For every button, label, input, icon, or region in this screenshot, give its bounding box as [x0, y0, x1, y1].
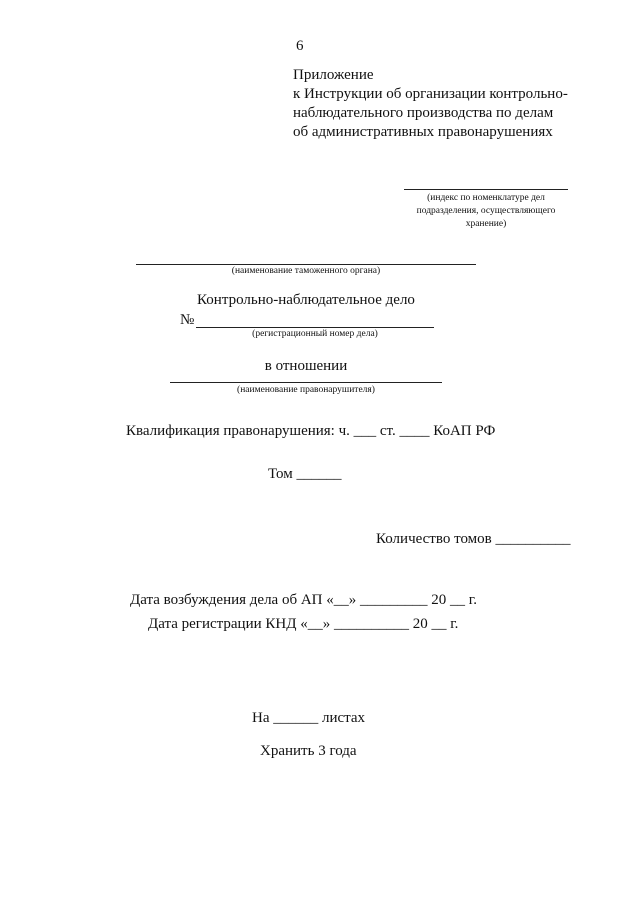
sheets-line: На ______ листах — [252, 710, 366, 726]
index-caption — [398, 192, 574, 231]
initiation-date-line: Дата возбуждения дела об АП «__» _________ 20 __ г. — [130, 592, 477, 608]
offender-caption: (наименование правонарушителя) — [237, 385, 375, 395]
case-title: Контрольно-наблюдательное дело — [197, 292, 415, 308]
customs-body-line — [136, 264, 476, 265]
customs-caption: (наименование таможенного органа) — [231, 266, 381, 276]
reg-number-caption: (регистрационный номер дела) — [252, 329, 378, 339]
page-number: 6 — [296, 38, 304, 54]
index-caption-line: (индекс по номенклатуре дел — [427, 193, 545, 203]
appendix-line: к Инструкции об организации контрольно- — [293, 86, 568, 102]
regarding-label: в отношении — [264, 358, 348, 374]
index-line — [404, 189, 568, 190]
index-caption-line: подразделения, осуществляющего — [416, 206, 556, 216]
appendix-line: Приложение — [293, 67, 374, 83]
offender-line — [170, 382, 442, 383]
retention-line: Хранить 3 года — [260, 743, 357, 759]
number-sign: № — [180, 312, 195, 328]
qualification-line: Квалификация правонарушения: ч. ___ ст. ____ КоАП РФ — [126, 423, 496, 439]
registration-date-line: Дата регистрации КНД «__» __________ 20 __ г. — [148, 616, 459, 632]
reg-number-line — [196, 327, 434, 328]
volume-line: Том ______ — [268, 466, 342, 482]
appendix-block — [293, 66, 568, 142]
appendix-line: об административных правонарушениях — [293, 124, 553, 140]
index-caption-line: хранение) — [465, 219, 507, 229]
appendix-line: наблюдательного производства по делам — [293, 105, 554, 121]
volumes-count-line: Количество томов __________ — [376, 531, 571, 547]
